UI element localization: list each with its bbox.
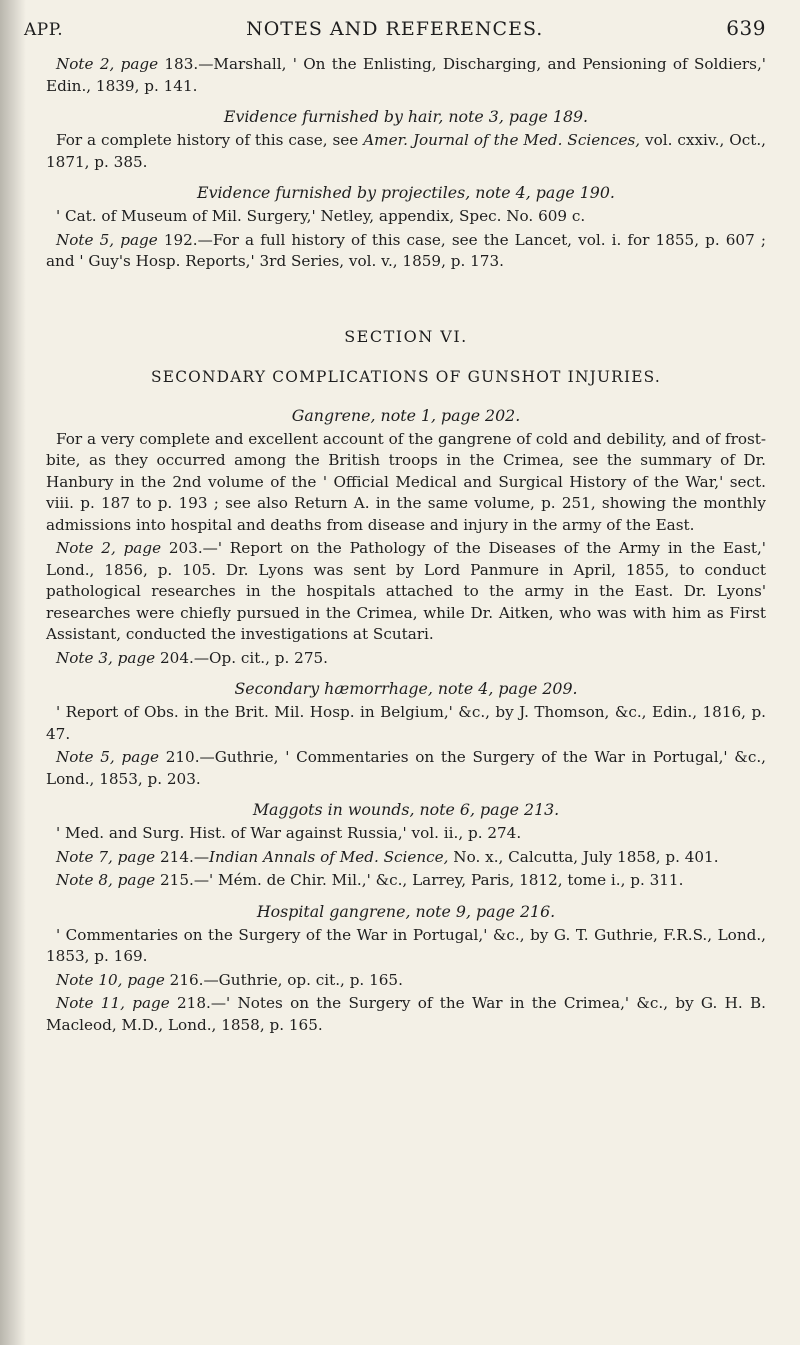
note-paragraph: Note 8, page 215.—' Mém. de Chir. Mil.,' &c., Larrey, Paris, 1812, tome i., p. 311. (56, 871, 684, 889)
page-title: NOTES AND REFERENCES. (246, 18, 544, 40)
book-gutter (0, 0, 26, 1345)
subheading: Secondary hæmorrhage, note 4, page 209. (234, 679, 578, 698)
note-paragraph: Note 3, page 204.—Op. cit., p. 275. (56, 648, 328, 667)
page-number: 639 (726, 16, 766, 40)
note-paragraph: Note 11, page 218.—' Notes on the Surgery of the War in the Crimea,' &c., by G. H. B. Macleod, M.D., Lond., 1858, p. 165. (46, 994, 766, 1034)
note-paragraph: Note 5, page 210.—Guthrie, ' Commentaries on the Surgery of the War in Portugal,' &c., Lond., 1853, p. 203. (46, 748, 766, 788)
note-paragraph: For a very complete and excellent account of the gangrene of cold and debility, and of frost-bite, as they occurred among the British troops in the Crimea, see the summary of Dr. Hanbury in the 2nd volume of the ' Official Medical and Surgical History of the War,' sect. viii. p. 187 to p. 193 ; see also Return A. in the same volume, p. 251, showing the monthly admissions into hospital and deaths from disease and injury in the army of the East. (46, 429, 766, 534)
subheading: Hospital gangrene, note 9, page 216. (256, 901, 556, 921)
appendix-mark: APP. (24, 20, 64, 40)
note-paragraph: ' Report of Obs. in the Brit. Mil. Hosp. in Belgium,' &c., by J. Thomson, &c., Edin., 1816, p. 47. (46, 703, 766, 743)
note-paragraph: ' Commentaries on the Surgery of the War in Portugal,' &c., by G. T. Guthrie, F.R.S., Lond., 1853, p. 169. (46, 925, 766, 965)
running-head (24, 16, 766, 40)
note-paragraph: For a complete history of this case, see Amer. Journal of the Med. Sciences, vol. cxxiv., Oct., 1871, p. 385. (46, 131, 766, 171)
note-paragraph: Note 5, page 192.—For a full history of this case, see the Lancet, vol. i. for 1855, p. 607 ; and ' Guy's Hosp. Reports,' 3rd Series, vol. v., 1859, p. 173. (46, 230, 766, 270)
book-page (24, 16, 766, 1038)
note-paragraph: Note 10, page 216.—Guthrie, op. cit., p. 165. (56, 970, 403, 989)
subheading: Evidence furnished by hair, note 3, page 189. (223, 107, 589, 126)
subheading: Evidence furnished by projectiles, note 4, page 190. (197, 183, 615, 202)
note-paragraph: Note 2, page 183.—Marshall, ' On the Enlisting, Discharging, and Pensioning of Soldiers,' Edin., 1839, p. 141. (46, 55, 766, 95)
section-subtitle: SECONDARY COMPLICATIONS OF GUNSHOT INJURIES. (151, 367, 661, 386)
subheading: Gangrene, note 1, page 202. (291, 405, 521, 425)
subheading: Maggots in wounds, note 6, page 213. (252, 800, 560, 819)
note-paragraph: ' Med. and Surg. Hist. of War against Russia,' vol. ii., p. 274. (56, 824, 522, 842)
note-paragraph: Note 7, page 214.—Indian Annals of Med. Science, No. x., Calcutta, July 1858, p. 401. (56, 847, 719, 866)
note-paragraph: ' Cat. of Museum of Mil. Surgery,' Netley, appendix, Spec. No. 609 c. (56, 207, 586, 225)
section-title: SECTION VI. (344, 326, 468, 346)
note-paragraph: Note 2, page 203.—' Report on the Pathology of the Diseases of the Army in the East,' Lond., 1856, p. 105. Dr. Lyons was sent by Lord Panmure in April, 1855, to conduct pathological researches in the hospitals attached to the army in the East. Dr. Lyons' researches were chiefly pursued in the Crimea, while Dr. Aitken, who was with him as First Assistant, conducted the investigations at Scutari. (46, 539, 766, 643)
